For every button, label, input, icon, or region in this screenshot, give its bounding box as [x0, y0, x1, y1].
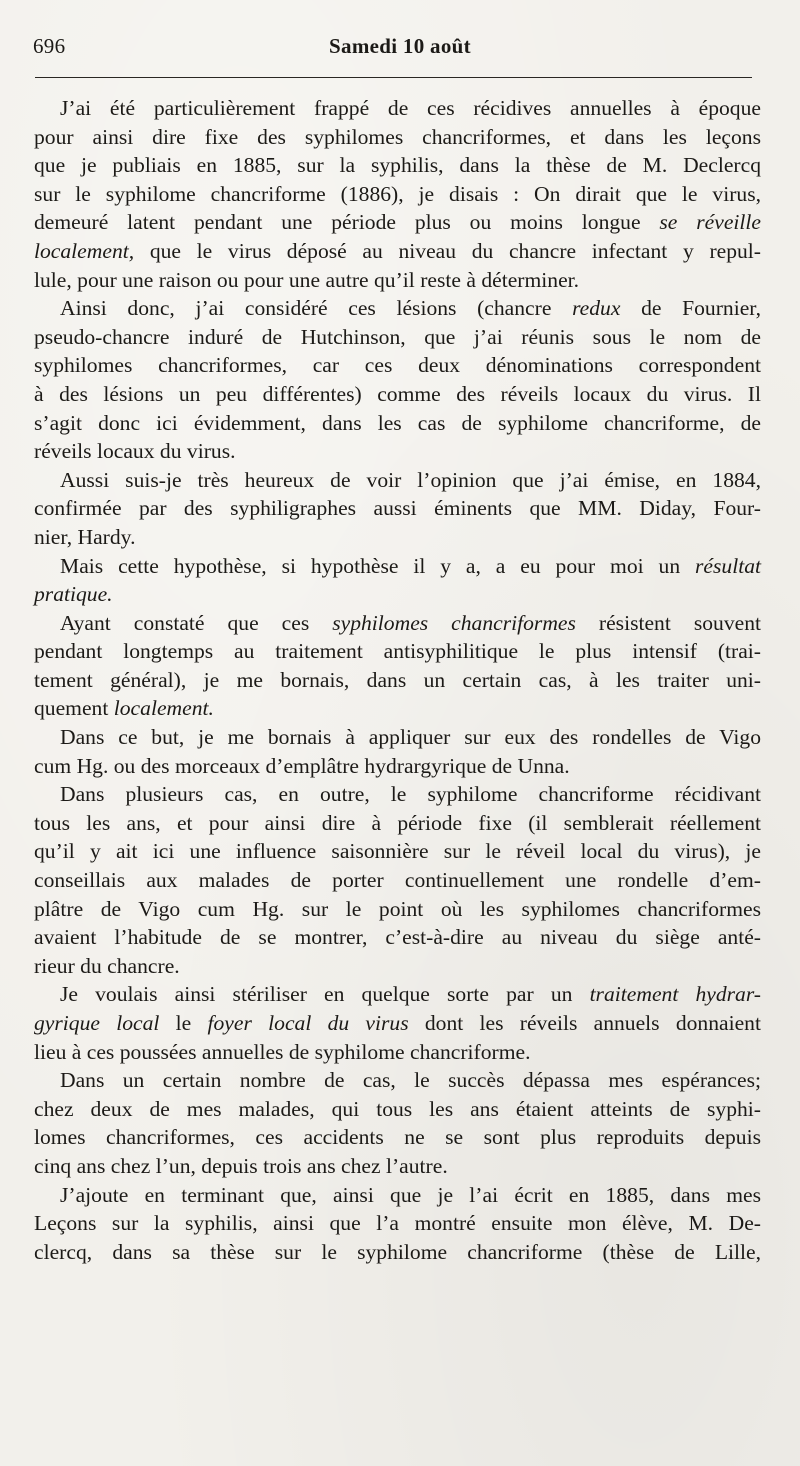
italic-text: pratique.: [34, 582, 113, 607]
text-run: Dans un certain nombre de cas, le succès dépassa mes espérances;: [60, 1068, 761, 1093]
text-run: demeuré latent pendant une période plus ou moins longue: [34, 210, 660, 235]
text-run: Ainsi donc, j’ai considéré ces lésions (chancre: [60, 296, 573, 321]
page-number: 696: [33, 34, 66, 58]
text-line: [34, 123, 761, 152]
text-line: [34, 180, 761, 209]
text-line: [34, 923, 761, 952]
text-line: [34, 151, 761, 180]
running-head: Samedi 10 août: [329, 34, 471, 58]
text-line: [34, 1095, 761, 1124]
text-run: tous les ans, et pour ainsi dire à période fixe (il semblerait réellement: [34, 810, 761, 835]
text-line: [34, 780, 761, 809]
text-line: [34, 494, 761, 523]
text-run: quement: [34, 696, 114, 721]
italic-text: localement,: [34, 238, 135, 263]
italic-text: redux: [572, 296, 621, 321]
text-run: lieu à ces poussées annuelles de syphilome chancriforme.: [34, 1039, 531, 1064]
text-line: [34, 323, 761, 352]
text-run: Dans plusieurs cas, en outre, le syphilome chancriforme récidivant: [60, 782, 761, 807]
text-line: [34, 580, 761, 609]
paragraph: [34, 780, 761, 980]
text-run: dont les réveils annuels donnaient: [408, 1011, 761, 1035]
text-line: [34, 1209, 761, 1238]
paragraph: [34, 466, 761, 552]
text-run: confirmée par des syphiligraphes aussi éminents que MM. Diday, Four-: [34, 496, 761, 521]
text-line: [34, 523, 761, 552]
paragraph: [34, 980, 761, 1066]
text-line: [34, 723, 761, 752]
text-run: Dans ce but, je me bornais à appliquer sur eux des rondelles de Vigo: [60, 725, 761, 750]
text-run: lomes chancriformes, ces accidents ne se sont plus reproduits depuis: [34, 1125, 761, 1150]
text-run: Leçons sur la syphilis, ainsi que l’a montré ensuite mon élève, M. De-: [34, 1211, 761, 1236]
text-line: [34, 1238, 761, 1267]
text-run: rieur du chancre.: [34, 953, 180, 978]
text-line: [34, 666, 761, 695]
text-run: réveils locaux du virus.: [34, 439, 236, 464]
text-line: [34, 980, 761, 1009]
text-run: sur le syphilome chancriforme (1886), je disais : On dirait que le virus,: [34, 181, 761, 206]
text-line: [34, 409, 761, 438]
text-run: chez deux de mes malades, qui tous les ans étaient atteints de syphi-: [34, 1096, 761, 1121]
italic-text: gyrique local: [34, 1011, 160, 1035]
text-run: que le virus déposé au niveau du chancre infectant y repul-: [134, 238, 761, 263]
text-run: pendant longtemps au traitement antisyphilitique le plus intensif (trai-: [34, 639, 761, 664]
text-run: que je publiais en 1885, sur la syphilis, dans la thèse de M. Declercq: [34, 153, 761, 178]
text-run: cum Hg. ou des morceaux d’emplâtre hydrargyrique de Unna.: [34, 753, 570, 778]
paragraph: [34, 294, 761, 466]
text-line: [34, 866, 761, 895]
text-run: clercq, dans sa thèse sur le syphilome chancriforme (thèse de Lille,: [34, 1239, 761, 1264]
italic-text: foyer local du virus: [207, 1011, 409, 1035]
italic-text: résultat: [695, 553, 761, 578]
paragraph: [34, 609, 761, 723]
text-line: [34, 1152, 761, 1181]
text-run: Mais cette hypothèse, si hypothèse il y a, a eu pour moi un: [60, 553, 696, 578]
text-line: [34, 237, 761, 266]
text-line: [34, 609, 761, 638]
text-line: [34, 1038, 761, 1067]
text-run: nier, Hardy.: [34, 524, 136, 549]
text-run: syphilomes chancriformes, car ces deux dénominations correspondent: [34, 353, 761, 378]
text-line: [34, 466, 761, 495]
text-line: [34, 694, 761, 723]
text-run: J’ajoute en terminant que, ainsi que je l’ai écrit en 1885, dans mes: [60, 1182, 761, 1207]
text-run: pour ainsi dire fixe des syphilomes chancriformes, et dans les leçons: [34, 124, 761, 149]
text-line: [34, 1066, 761, 1095]
text-run: qu’il y ait ici une influence saisonnière sur le réveil local du virus), je: [34, 839, 761, 864]
text-line: [34, 552, 761, 581]
text-line: [34, 266, 761, 295]
text-line: [34, 895, 761, 924]
text-line: [34, 294, 761, 323]
text-run: à des lésions un peu différentes) comme des réveils locaux du virus. Il: [34, 381, 761, 406]
text-run: avaient l’habitude de se montrer, c’est-à-dire au niveau du siège anté-: [34, 925, 761, 950]
text-run: Aussi suis-je très heureux de voir l’opinion que j’ai émise, en 1884,: [60, 467, 761, 492]
text-line: [34, 752, 761, 781]
paragraph: [34, 723, 761, 780]
header-rule: [35, 77, 752, 78]
text-run: pseudo-chancre induré de Hutchinson, que j’ai réunis sous le nom de: [34, 324, 761, 349]
text-run: lule, pour une raison ou pour une autre qu’il reste à déterminer.: [34, 267, 580, 292]
text-run: Je voulais ainsi stériliser en quelque sorte par un: [60, 982, 590, 1007]
text-line: [34, 94, 761, 123]
body-text: [34, 94, 761, 1266]
text-run: tement général), je me bornais, dans un certain cas, à les traiter uni-: [34, 667, 761, 692]
text-run: de Fournier,: [620, 296, 762, 321]
text-run: J’ai été particulièrement frappé de ces récidives annuelles à époque: [60, 96, 761, 120]
text-run: conseillais aux malades de porter continuellement une rondelle d’em-: [34, 868, 761, 893]
italic-text: se réveille: [659, 210, 761, 235]
text-line: [34, 1009, 761, 1038]
paragraph: [34, 94, 761, 294]
paragraph: [34, 1066, 761, 1180]
italic-text: syphilomes chancriformes: [332, 610, 576, 635]
text-line: [34, 837, 761, 866]
text-run: plâtre de Vigo cum Hg. sur le point où les syphilomes chancriformes: [34, 896, 761, 921]
text-run: Ayant constaté que ces: [60, 610, 333, 635]
text-run: le: [159, 1011, 208, 1035]
text-run: résistent souvent: [575, 610, 762, 635]
text-line: [34, 208, 761, 237]
text-line: [34, 952, 761, 981]
text-line: [34, 437, 761, 466]
text-run: cinq ans chez l’un, depuis trois ans chez l’autre.: [34, 1153, 448, 1178]
paragraph: [34, 552, 761, 609]
text-line: [34, 380, 761, 409]
text-line: [34, 1123, 761, 1152]
text-line: [34, 809, 761, 838]
text-line: [34, 351, 761, 380]
italic-text: traitement hydrar-: [589, 982, 761, 1007]
italic-text: localement.: [113, 696, 214, 721]
text-run: s’agit donc ici évidemment, dans les cas de syphilome chancriforme, de: [34, 410, 761, 435]
text-line: [34, 637, 761, 666]
text-line: [34, 1181, 761, 1210]
paragraph: [34, 1181, 761, 1267]
